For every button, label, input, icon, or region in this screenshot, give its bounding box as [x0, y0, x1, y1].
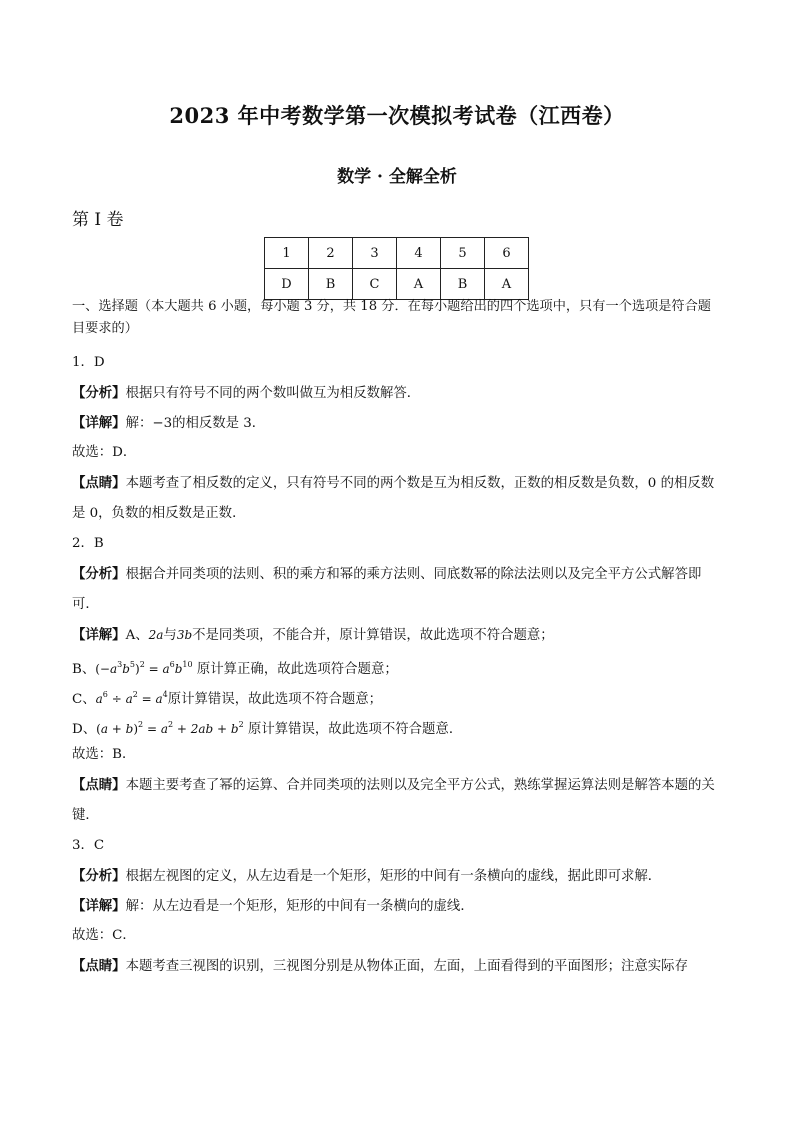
answer-letter-cell: C — [353, 269, 397, 300]
q2-analysis — [72, 559, 722, 620]
answer-number-cell: 4 — [397, 238, 441, 269]
section-heading: 一、选择题（本大题共 6 小题，每小题 3 分，共 18 分．在每小题给出的四个选项中，只有一个选项是符合题目要求的） — [72, 299, 711, 336]
option-prefix: D、 — [72, 722, 97, 737]
q2-detail-b — [72, 650, 722, 680]
math-formula-d: $(a + b)^2 = a^2 + 2ab + b^2$ — [96, 720, 244, 736]
q2-detail-c — [72, 680, 722, 710]
q3-comment — [72, 951, 722, 981]
q1-head: 1．D — [72, 355, 105, 370]
detail-connector: 与 — [163, 628, 177, 643]
comment-tag: 【点睛】 — [72, 958, 126, 974]
volume-label: 第 I 卷 — [72, 210, 124, 230]
answer-table-numbers-row — [265, 238, 529, 269]
q2-head: 2．B — [72, 536, 104, 551]
answer-letter-cell: B — [309, 269, 353, 300]
math-expression: 3b — [176, 628, 193, 642]
comment-tag: 【点睛】 — [72, 777, 126, 793]
q2-detail-a — [72, 620, 722, 650]
solutions-body — [72, 296, 722, 981]
q1-choice: 故选：D． — [72, 445, 137, 460]
q3-choice: 故选：C． — [72, 928, 136, 943]
q3-analysis — [72, 861, 722, 891]
answer-letter-cell: D — [265, 269, 309, 300]
math-formula-b: $(-a^3b^5)^2 = a^6b^{10}$ — [95, 660, 193, 676]
comment-text: 本题主要考查了幂的运算、合并同类项的法则以及完全平方公式，熟练掌握运算法则是解答本题的关键． — [72, 778, 715, 823]
answer-number-cell: 2 — [309, 238, 353, 269]
q1-analysis — [72, 378, 722, 408]
answer-number-cell: 3 — [353, 238, 397, 269]
answer-letter-cell: A — [485, 269, 529, 300]
analysis-text: 根据只有符号不同的两个数叫做互为相反数解答． — [125, 386, 421, 401]
document-title: 2023 年中考数学第一次模拟考试卷（江西卷） — [169, 103, 625, 128]
option-prefix: C、 — [72, 692, 96, 707]
detail-text: 原计算错误，故此选项不符合题意； — [167, 692, 383, 707]
detail-text: 不是同类项，不能合并，原计算错误，故此选项不符合题意； — [192, 628, 554, 643]
analysis-text: 根据合并同类项的法则、积的乘方和幂的乘方法则、同底数幂的除法法则以及完全平方公式解答即可． — [72, 567, 702, 612]
answer-table — [264, 237, 529, 300]
answer-number-cell: 5 — [441, 238, 485, 269]
analysis-tag: 【分析】 — [72, 566, 126, 582]
comment-tag: 【点睛】 — [72, 475, 126, 491]
option-prefix: A、 — [125, 628, 149, 643]
comment-text: 本题考查三视图的识别，三视图分别是从物体正面，左面，上面看得到的平面图形；注意实际存 — [125, 959, 688, 974]
document-subtitle: 数学 · 全解全析 — [337, 167, 457, 187]
q2-comment — [72, 770, 722, 831]
answer-number-cell: 1 — [265, 238, 309, 269]
answer-letter-cell: A — [397, 269, 441, 300]
math-formula-c: $a^6 \div a^2 = a^4$ — [95, 690, 168, 706]
detail-text: 解：从左边看是一个矩形，矩形的中间有一条横向的虚线． — [125, 899, 474, 914]
q3-head: 3．C — [72, 838, 105, 853]
comment-text: 本题考查了相反数的定义，只有符号不同的两个数是互为相反数，正数的相反数是负数，0 的相反数是 0，负数的相反数是正数． — [72, 476, 715, 521]
detail-text: 原计算错误，故此选项不符合题意． — [247, 722, 463, 737]
q2-choice: 故选：B． — [72, 747, 136, 762]
detail-tag: 【详解】 — [72, 627, 126, 643]
option-prefix: B、 — [72, 662, 96, 677]
q2-detail-d — [72, 710, 722, 740]
q1-detail — [72, 408, 722, 438]
detail-tag: 【详解】 — [72, 898, 126, 914]
answer-letter-cell: B — [441, 269, 485, 300]
analysis-tag: 【分析】 — [72, 868, 126, 884]
analysis-tag: 【分析】 — [72, 385, 126, 401]
q3-detail — [72, 891, 722, 921]
detail-text: 原计算正确，故此选项符合题意； — [196, 662, 398, 677]
answer-number-cell: 6 — [485, 238, 529, 269]
detail-text: 解：−3的相反数是 3． — [125, 416, 266, 431]
q1-comment — [72, 468, 722, 529]
analysis-text: 根据左视图的定义，从左边看是一个矩形，矩形的中间有一条横向的虚线，据此即可求解． — [125, 869, 662, 884]
answer-table-answers-row — [265, 269, 529, 300]
detail-tag: 【详解】 — [72, 415, 126, 431]
math-expression: 2a — [148, 628, 164, 642]
